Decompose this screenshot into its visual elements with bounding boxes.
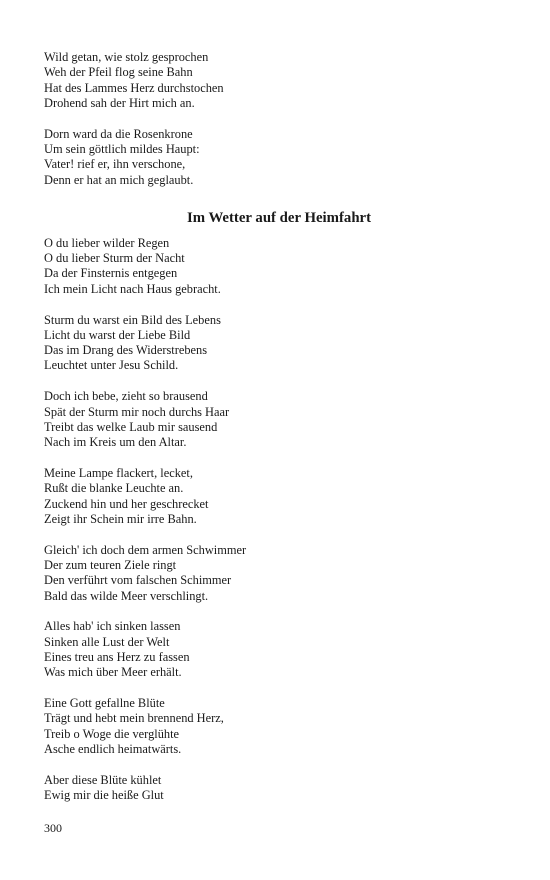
- poem-line: Da der Finsternis entgegen: [44, 266, 178, 281]
- poem-line: Was mich über Meer erhält.: [44, 665, 182, 680]
- poem-line: O du lieber wilder Regen: [44, 235, 170, 250]
- poem-line: Den verführt vom falschen Schimmer: [44, 573, 232, 588]
- poem-line: Wild getan, wie stolz gesprochen: [44, 50, 209, 64]
- poem-line: Trägt und hebt mein brennend Herz,: [44, 711, 224, 726]
- poem-line: Sturm du warst ein Bild des Lebens: [44, 312, 221, 327]
- poem-line: Weh der Pfeil flog seine Bahn: [44, 65, 193, 80]
- poem-line: Doch ich bebe, zieht so brausend: [44, 389, 208, 404]
- poem-line: Hat des Lammes Herz durchstochen: [44, 80, 224, 95]
- poem-line: Treib o Woge die verglühte: [44, 726, 180, 741]
- poem-line: Licht du warst der Liebe Bild: [44, 327, 191, 342]
- poem1-stanza-1: [44, 50, 514, 111]
- poem2-stanza-1: [44, 236, 514, 297]
- poem-line: Eine Gott gefallne Blüte: [44, 696, 165, 710]
- poem-line: Aber diese Blüte kühlet: [44, 772, 162, 787]
- poem-line: Bald das wilde Meer verschlingt.: [44, 588, 209, 603]
- poem-line: Meine Lampe flackert, lecket,: [44, 465, 193, 480]
- poem-line: Alles hab' ich sinken lassen: [44, 619, 181, 634]
- poem-line: Gleich' ich doch dem armen Schwimmer: [44, 542, 247, 557]
- poem-line: Denn er hat an mich geglaubt.: [44, 172, 194, 187]
- poem2-stanza-2: [44, 313, 514, 374]
- poem-line: Vater! rief er, ihn verschone,: [44, 157, 186, 172]
- poem-line: Sinken alle Lust der Welt: [44, 634, 170, 649]
- poem-line: O du lieber Sturm der Nacht: [44, 251, 185, 266]
- poem2-stanza-5: [44, 543, 514, 604]
- poem-line: Zeigt ihr Schein mir irre Bahn.: [44, 511, 197, 526]
- poem-line: Rußt die blanke Leuchte an.: [44, 481, 184, 496]
- poem-line: Dorn ward da die Rosenkrone: [44, 126, 193, 141]
- poem-line: Treibt das welke Laub mir sausend: [44, 419, 218, 434]
- page-body: [44, 50, 514, 819]
- poem-line: Asche endlich heimatwärts.: [44, 741, 182, 756]
- poem-line: Nach im Kreis um den Altar.: [44, 435, 187, 450]
- poem-line: Eines treu ans Herz zu fassen: [44, 649, 190, 664]
- poem-line: Ich mein Licht nach Haus gebracht.: [44, 281, 221, 296]
- poem2-stanza-6: [44, 619, 514, 680]
- poem2-stanza-7: [44, 696, 514, 757]
- poem2-stanza-3: [44, 389, 514, 450]
- poem1-stanza-2: [44, 127, 514, 188]
- poem-line: Um sein göttlich mildes Haupt:: [44, 141, 200, 156]
- page-number: 300: [44, 821, 62, 835]
- poem2-stanza-8: [44, 773, 514, 804]
- poem-line: Der zum teuren Ziele ringt: [44, 557, 177, 572]
- poem-line: Drohend sah der Hirt mich an.: [44, 95, 195, 110]
- poem-line: Ewig mir die heiße Glut: [44, 787, 164, 802]
- poem2-stanza-4: [44, 466, 514, 527]
- poem-line: Spät der Sturm mir noch durchs Haar: [44, 404, 230, 419]
- poem-line: Zuckend hin und her geschrecket: [44, 496, 209, 511]
- poem-title: Im Wetter auf der Heimfahrt: [186, 209, 372, 226]
- poem-line: Leuchtet unter Jesu Schild.: [44, 358, 179, 373]
- poem-line: Das im Drang des Widerstrebens: [44, 343, 208, 358]
